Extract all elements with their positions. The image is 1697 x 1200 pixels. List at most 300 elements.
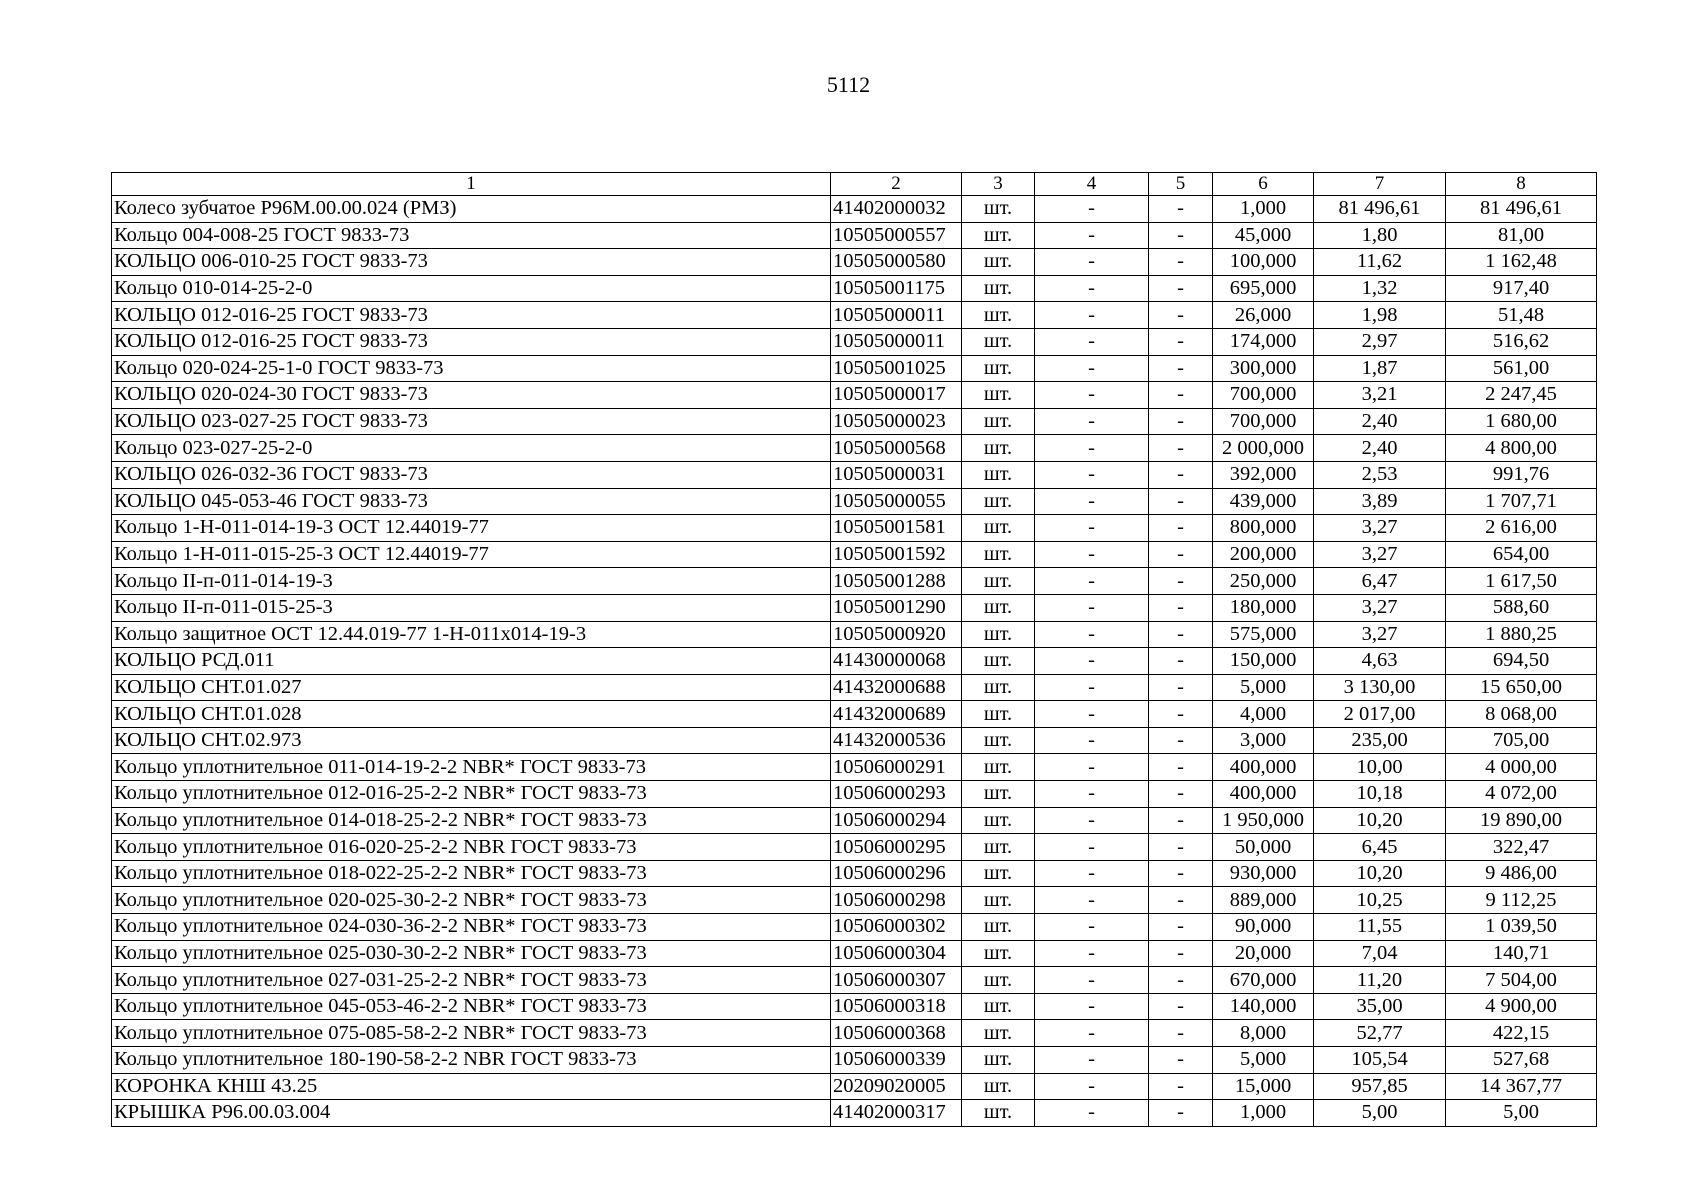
col5-cell: - <box>1149 860 1213 887</box>
quantity-cell: 174,000 <box>1213 328 1314 355</box>
item-name-cell: КОЛЬЦО СНТ.01.028 <box>112 701 831 728</box>
quantity-cell: 575,000 <box>1213 621 1314 648</box>
quantity-cell: 4,000 <box>1213 701 1314 728</box>
col4-cell: - <box>1035 781 1149 808</box>
unit-cell: шт. <box>962 302 1035 329</box>
col4-cell: - <box>1035 993 1149 1020</box>
item-name-cell: Кольцо защитное ОСТ 12.44.019-77 1-Н-011х014-19-3 <box>112 621 831 648</box>
item-name-cell: КОРОНКА КНШ 43.25 <box>112 1073 831 1100</box>
col4-cell: - <box>1035 275 1149 302</box>
item-code-cell: 10505001175 <box>831 275 962 302</box>
quantity-cell: 1,000 <box>1213 1100 1314 1127</box>
table-row <box>112 940 1597 967</box>
unit-cell: шт. <box>962 515 1035 542</box>
quantity-cell: 695,000 <box>1213 275 1314 302</box>
quantity-cell: 670,000 <box>1213 967 1314 994</box>
item-code-cell: 10505000011 <box>831 328 962 355</box>
item-name-cell: Кольцо уплотнительное 045-053-46-2-2 NBR* ГОСТ 9833-73 <box>112 993 831 1020</box>
unit-cell: шт. <box>962 648 1035 675</box>
total-cell: 1 707,71 <box>1446 488 1597 515</box>
item-code-cell: 10505001025 <box>831 355 962 382</box>
quantity-cell: 3,000 <box>1213 727 1314 754</box>
col4-cell: - <box>1035 1073 1149 1100</box>
price-cell: 1,87 <box>1314 355 1446 382</box>
col5-cell: - <box>1149 382 1213 409</box>
price-cell: 3,27 <box>1314 515 1446 542</box>
col4-cell: - <box>1035 568 1149 595</box>
item-code-cell: 10505000011 <box>831 302 962 329</box>
table-row <box>112 488 1597 515</box>
item-code-cell: 10506000296 <box>831 860 962 887</box>
total-cell: 1 039,50 <box>1446 914 1597 941</box>
col5-cell: - <box>1149 355 1213 382</box>
total-cell: 81 496,61 <box>1446 196 1597 223</box>
item-code-cell: 10505000568 <box>831 435 962 462</box>
table-row <box>112 435 1597 462</box>
col5-cell: - <box>1149 594 1213 621</box>
col4-cell: - <box>1035 674 1149 701</box>
col5-cell: - <box>1149 940 1213 967</box>
price-cell: 2,53 <box>1314 461 1446 488</box>
table-row <box>112 515 1597 542</box>
item-name-cell: Кольцо уплотнительное 011-014-19-2-2 NBR* ГОСТ 9833-73 <box>112 754 831 781</box>
price-cell: 5,00 <box>1314 1100 1446 1127</box>
item-name-cell: КОЛЬЦО 012-016-25 ГОСТ 9833-73 <box>112 328 831 355</box>
price-cell: 2,40 <box>1314 435 1446 462</box>
column-header: 4 <box>1035 173 1149 196</box>
price-cell: 4,63 <box>1314 648 1446 675</box>
price-cell: 3,21 <box>1314 382 1446 409</box>
col5-cell: - <box>1149 1100 1213 1127</box>
col5-cell: - <box>1149 515 1213 542</box>
col5-cell: - <box>1149 834 1213 861</box>
total-cell: 51,48 <box>1446 302 1597 329</box>
col5-cell: - <box>1149 674 1213 701</box>
price-cell: 235,00 <box>1314 727 1446 754</box>
col5-cell: - <box>1149 275 1213 302</box>
col4-cell: - <box>1035 435 1149 462</box>
unit-cell: шт. <box>962 727 1035 754</box>
col5-cell: - <box>1149 914 1213 941</box>
unit-cell: шт. <box>962 328 1035 355</box>
col5-cell: - <box>1149 488 1213 515</box>
item-code-cell: 41432000689 <box>831 701 962 728</box>
quantity-cell: 50,000 <box>1213 834 1314 861</box>
item-name-cell: Кольцо уплотнительное 016-020-25-2-2 NBR ГОСТ 9833-73 <box>112 834 831 861</box>
table-row <box>112 222 1597 249</box>
price-cell: 7,04 <box>1314 940 1446 967</box>
table-row <box>112 781 1597 808</box>
item-code-cell: 10505000557 <box>831 222 962 249</box>
unit-cell: шт. <box>962 1073 1035 1100</box>
total-cell: 140,71 <box>1446 940 1597 967</box>
total-cell: 527,68 <box>1446 1047 1597 1074</box>
unit-cell: шт. <box>962 461 1035 488</box>
price-cell: 10,25 <box>1314 887 1446 914</box>
item-code-cell: 41430000068 <box>831 648 962 675</box>
table-row <box>112 727 1597 754</box>
quantity-cell: 2 000,000 <box>1213 435 1314 462</box>
price-cell: 11,62 <box>1314 249 1446 276</box>
item-name-cell: Кольцо 020-024-25-1-0 ГОСТ 9833-73 <box>112 355 831 382</box>
total-cell: 4 900,00 <box>1446 993 1597 1020</box>
quantity-cell: 8,000 <box>1213 1020 1314 1047</box>
total-cell: 991,76 <box>1446 461 1597 488</box>
total-cell: 2 616,00 <box>1446 515 1597 542</box>
table-row <box>112 967 1597 994</box>
table-header-row <box>112 173 1597 196</box>
column-header: 7 <box>1314 173 1446 196</box>
item-code-cell: 10505000580 <box>831 249 962 276</box>
total-cell: 588,60 <box>1446 594 1597 621</box>
col4-cell: - <box>1035 328 1149 355</box>
col4-cell: - <box>1035 461 1149 488</box>
table-row <box>112 382 1597 409</box>
item-code-cell: 10505001288 <box>831 568 962 595</box>
quantity-cell: 700,000 <box>1213 408 1314 435</box>
table-row <box>112 355 1597 382</box>
col5-cell: - <box>1149 887 1213 914</box>
item-name-cell: Кольцо уплотнительное 014-018-25-2-2 NBR* ГОСТ 9833-73 <box>112 807 831 834</box>
col4-cell: - <box>1035 621 1149 648</box>
table-row <box>112 302 1597 329</box>
price-cell: 10,20 <box>1314 860 1446 887</box>
table-row <box>112 1073 1597 1100</box>
total-cell: 7 504,00 <box>1446 967 1597 994</box>
quantity-cell: 140,000 <box>1213 993 1314 1020</box>
price-cell: 1,80 <box>1314 222 1446 249</box>
item-name-cell: КОЛЬЦО 020-024-30 ГОСТ 9833-73 <box>112 382 831 409</box>
total-cell: 19 890,00 <box>1446 807 1597 834</box>
price-cell: 1,98 <box>1314 302 1446 329</box>
price-cell: 1,32 <box>1314 275 1446 302</box>
quantity-cell: 200,000 <box>1213 541 1314 568</box>
item-code-cell: 41402000317 <box>831 1100 962 1127</box>
unit-cell: шт. <box>962 754 1035 781</box>
quantity-cell: 1 950,000 <box>1213 807 1314 834</box>
col5-cell: - <box>1149 967 1213 994</box>
price-cell: 2,40 <box>1314 408 1446 435</box>
price-cell: 2 017,00 <box>1314 701 1446 728</box>
quantity-cell: 15,000 <box>1213 1073 1314 1100</box>
table-row <box>112 328 1597 355</box>
quantity-cell: 150,000 <box>1213 648 1314 675</box>
col5-cell: - <box>1149 328 1213 355</box>
table-row <box>112 1100 1597 1127</box>
item-code-cell: 10505001592 <box>831 541 962 568</box>
col4-cell: - <box>1035 1020 1149 1047</box>
total-cell: 15 650,00 <box>1446 674 1597 701</box>
quantity-cell: 300,000 <box>1213 355 1314 382</box>
unit-cell: шт. <box>962 435 1035 462</box>
table-row <box>112 249 1597 276</box>
col5-cell: - <box>1149 1020 1213 1047</box>
item-code-cell: 10506000318 <box>831 993 962 1020</box>
unit-cell: шт. <box>962 940 1035 967</box>
quantity-cell: 100,000 <box>1213 249 1314 276</box>
item-name-cell: Колесо зубчатое Р96М.00.00.024 (РМЗ) <box>112 196 831 223</box>
item-name-cell: Кольцо 004-008-25 ГОСТ 9833-73 <box>112 222 831 249</box>
table-row <box>112 408 1597 435</box>
unit-cell: шт. <box>962 1047 1035 1074</box>
unit-cell: шт. <box>962 196 1035 223</box>
table-row <box>112 914 1597 941</box>
item-code-cell: 10506000298 <box>831 887 962 914</box>
item-code-cell: 41432000688 <box>831 674 962 701</box>
item-code-cell: 10505000017 <box>831 382 962 409</box>
quantity-cell: 45,000 <box>1213 222 1314 249</box>
unit-cell: шт. <box>962 781 1035 808</box>
item-code-cell: 10505000055 <box>831 488 962 515</box>
quantity-cell: 930,000 <box>1213 860 1314 887</box>
total-cell: 1 617,50 <box>1446 568 1597 595</box>
item-name-cell: Кольцо уплотнительное 018-022-25-2-2 NBR* ГОСТ 9833-73 <box>112 860 831 887</box>
unit-cell: шт. <box>962 1100 1035 1127</box>
price-cell: 3,27 <box>1314 541 1446 568</box>
quantity-cell: 90,000 <box>1213 914 1314 941</box>
total-cell: 8 068,00 <box>1446 701 1597 728</box>
unit-cell: шт. <box>962 568 1035 595</box>
col5-cell: - <box>1149 621 1213 648</box>
unit-cell: шт. <box>962 993 1035 1020</box>
total-cell: 694,50 <box>1446 648 1597 675</box>
column-header: 5 <box>1149 173 1213 196</box>
item-code-cell: 10506000302 <box>831 914 962 941</box>
unit-cell: шт. <box>962 488 1035 515</box>
col5-cell: - <box>1149 993 1213 1020</box>
item-code-cell: 10506000304 <box>831 940 962 967</box>
total-cell: 4 072,00 <box>1446 781 1597 808</box>
item-name-cell: Кольцо уплотнительное 027-031-25-2-2 NBR* ГОСТ 9833-73 <box>112 967 831 994</box>
col4-cell: - <box>1035 914 1149 941</box>
price-cell: 10,20 <box>1314 807 1446 834</box>
item-code-cell: 10506000368 <box>831 1020 962 1047</box>
col4-cell: - <box>1035 860 1149 887</box>
col4-cell: - <box>1035 940 1149 967</box>
item-name-cell: КОЛЬЦО 006-010-25 ГОСТ 9833-73 <box>112 249 831 276</box>
col5-cell: - <box>1149 196 1213 223</box>
total-cell: 5,00 <box>1446 1100 1597 1127</box>
item-code-cell: 20209020005 <box>831 1073 962 1100</box>
item-code-cell: 10506000291 <box>831 754 962 781</box>
unit-cell: шт. <box>962 382 1035 409</box>
price-cell: 2,97 <box>1314 328 1446 355</box>
total-cell: 1 880,25 <box>1446 621 1597 648</box>
col4-cell: - <box>1035 754 1149 781</box>
col5-cell: - <box>1149 222 1213 249</box>
unit-cell: шт. <box>962 222 1035 249</box>
col4-cell: - <box>1035 967 1149 994</box>
col5-cell: - <box>1149 1073 1213 1100</box>
col5-cell: - <box>1149 781 1213 808</box>
col5-cell: - <box>1149 727 1213 754</box>
col4-cell: - <box>1035 408 1149 435</box>
col5-cell: - <box>1149 701 1213 728</box>
table-row <box>112 701 1597 728</box>
total-cell: 654,00 <box>1446 541 1597 568</box>
col5-cell: - <box>1149 408 1213 435</box>
table-row <box>112 993 1597 1020</box>
item-name-cell: КОЛЬЦО 045-053-46 ГОСТ 9833-73 <box>112 488 831 515</box>
unit-cell: шт. <box>962 807 1035 834</box>
page-number: 5112 <box>826 72 871 97</box>
table-row <box>112 541 1597 568</box>
price-cell: 3 130,00 <box>1314 674 1446 701</box>
quantity-cell: 180,000 <box>1213 594 1314 621</box>
table-row <box>112 1020 1597 1047</box>
col4-cell: - <box>1035 488 1149 515</box>
total-cell: 9 112,25 <box>1446 887 1597 914</box>
total-cell: 2 247,45 <box>1446 382 1597 409</box>
unit-cell: шт. <box>962 674 1035 701</box>
table-row <box>112 568 1597 595</box>
price-cell: 3,27 <box>1314 621 1446 648</box>
price-cell: 3,89 <box>1314 488 1446 515</box>
quantity-cell: 700,000 <box>1213 382 1314 409</box>
unit-cell: шт. <box>962 701 1035 728</box>
col5-cell: - <box>1149 302 1213 329</box>
col4-cell: - <box>1035 355 1149 382</box>
col4-cell: - <box>1035 1100 1149 1127</box>
col5-cell: - <box>1149 1047 1213 1074</box>
item-name-cell: Кольцо II-п-011-015-25-3 <box>112 594 831 621</box>
col4-cell: - <box>1035 594 1149 621</box>
col4-cell: - <box>1035 302 1149 329</box>
quantity-cell: 400,000 <box>1213 781 1314 808</box>
item-name-cell: Кольцо уплотнительное 024-030-36-2-2 NBR* ГОСТ 9833-73 <box>112 914 831 941</box>
item-name-cell: КОЛЬЦО 026-032-36 ГОСТ 9833-73 <box>112 461 831 488</box>
quantity-cell: 439,000 <box>1213 488 1314 515</box>
total-cell: 917,40 <box>1446 275 1597 302</box>
table-row <box>112 860 1597 887</box>
total-cell: 705,00 <box>1446 727 1597 754</box>
quantity-cell: 392,000 <box>1213 461 1314 488</box>
price-cell: 6,47 <box>1314 568 1446 595</box>
total-cell: 81,00 <box>1446 222 1597 249</box>
col4-cell: - <box>1035 887 1149 914</box>
col4-cell: - <box>1035 1047 1149 1074</box>
col5-cell: - <box>1149 249 1213 276</box>
item-code-cell: 10505000023 <box>831 408 962 435</box>
item-code-cell: 41402000032 <box>831 196 962 223</box>
col4-cell: - <box>1035 382 1149 409</box>
inventory-table <box>111 172 1597 1127</box>
item-name-cell: КОЛЬЦО СНТ.02.973 <box>112 727 831 754</box>
quantity-cell: 889,000 <box>1213 887 1314 914</box>
item-code-cell: 10506000339 <box>831 1047 962 1074</box>
item-code-cell: 10505001581 <box>831 515 962 542</box>
table-row <box>112 648 1597 675</box>
unit-cell: шт. <box>962 621 1035 648</box>
col4-cell: - <box>1035 541 1149 568</box>
price-cell: 10,18 <box>1314 781 1446 808</box>
table-row <box>112 275 1597 302</box>
quantity-cell: 800,000 <box>1213 515 1314 542</box>
item-code-cell: 10506000307 <box>831 967 962 994</box>
total-cell: 516,62 <box>1446 328 1597 355</box>
item-name-cell: Кольцо уплотнительное 012-016-25-2-2 NBR* ГОСТ 9833-73 <box>112 781 831 808</box>
unit-cell: шт. <box>962 275 1035 302</box>
price-cell: 52,77 <box>1314 1020 1446 1047</box>
unit-cell: шт. <box>962 249 1035 276</box>
col4-cell: - <box>1035 196 1149 223</box>
col5-cell: - <box>1149 754 1213 781</box>
table-row <box>112 674 1597 701</box>
table-row <box>112 621 1597 648</box>
unit-cell: шт. <box>962 1020 1035 1047</box>
column-header: 2 <box>831 173 962 196</box>
item-code-cell: 41432000536 <box>831 727 962 754</box>
price-cell: 11,55 <box>1314 914 1446 941</box>
item-code-cell: 10506000295 <box>831 834 962 861</box>
col5-cell: - <box>1149 648 1213 675</box>
unit-cell: шт. <box>962 860 1035 887</box>
item-name-cell: Кольцо 023-027-25-2-0 <box>112 435 831 462</box>
price-cell: 957,85 <box>1314 1073 1446 1100</box>
quantity-cell: 5,000 <box>1213 674 1314 701</box>
price-cell: 6,45 <box>1314 834 1446 861</box>
col5-cell: - <box>1149 807 1213 834</box>
item-code-cell: 10505000920 <box>831 621 962 648</box>
total-cell: 14 367,77 <box>1446 1073 1597 1100</box>
item-name-cell: Кольцо II-п-011-014-19-3 <box>112 568 831 595</box>
table-row <box>112 807 1597 834</box>
item-name-cell: Кольцо уплотнительное 180-190-58-2-2 NBR ГОСТ 9833-73 <box>112 1047 831 1074</box>
col4-cell: - <box>1035 807 1149 834</box>
col4-cell: - <box>1035 727 1149 754</box>
col4-cell: - <box>1035 515 1149 542</box>
item-code-cell: 10505000031 <box>831 461 962 488</box>
table-body <box>112 196 1597 1127</box>
table-row <box>112 754 1597 781</box>
item-name-cell: Кольцо 010-014-25-2-0 <box>112 275 831 302</box>
item-name-cell: КРЫШКА Р96.00.03.004 <box>112 1100 831 1127</box>
price-cell: 10,00 <box>1314 754 1446 781</box>
unit-cell: шт. <box>962 541 1035 568</box>
item-name-cell: КОЛЬЦО 012-016-25 ГОСТ 9833-73 <box>112 302 831 329</box>
col4-cell: - <box>1035 222 1149 249</box>
unit-cell: шт. <box>962 594 1035 621</box>
total-cell: 4 800,00 <box>1446 435 1597 462</box>
unit-cell: шт. <box>962 914 1035 941</box>
price-cell: 3,27 <box>1314 594 1446 621</box>
unit-cell: шт. <box>962 834 1035 861</box>
col4-cell: - <box>1035 648 1149 675</box>
table-row <box>112 196 1597 223</box>
item-name-cell: Кольцо уплотнительное 075-085-58-2-2 NBR* ГОСТ 9833-73 <box>112 1020 831 1047</box>
unit-cell: шт. <box>962 408 1035 435</box>
item-name-cell: КОЛЬЦО СНТ.01.027 <box>112 674 831 701</box>
item-name-cell: Кольцо 1-Н-011-015-25-3 ОСТ 12.44019-77 <box>112 541 831 568</box>
unit-cell: шт. <box>962 355 1035 382</box>
quantity-cell: 5,000 <box>1213 1047 1314 1074</box>
col5-cell: - <box>1149 541 1213 568</box>
total-cell: 322,47 <box>1446 834 1597 861</box>
col5-cell: - <box>1149 461 1213 488</box>
quantity-cell: 20,000 <box>1213 940 1314 967</box>
total-cell: 9 486,00 <box>1446 860 1597 887</box>
table-row <box>112 834 1597 861</box>
item-name-cell: Кольцо 1-Н-011-014-19-3 ОСТ 12.44019-77 <box>112 515 831 542</box>
table-row <box>112 461 1597 488</box>
item-code-cell: 10506000293 <box>831 781 962 808</box>
quantity-cell: 250,000 <box>1213 568 1314 595</box>
item-name-cell: КОЛЬЦО 023-027-25 ГОСТ 9833-73 <box>112 408 831 435</box>
column-header: 3 <box>962 173 1035 196</box>
table-row <box>112 887 1597 914</box>
quantity-cell: 1,000 <box>1213 196 1314 223</box>
total-cell: 1 680,00 <box>1446 408 1597 435</box>
